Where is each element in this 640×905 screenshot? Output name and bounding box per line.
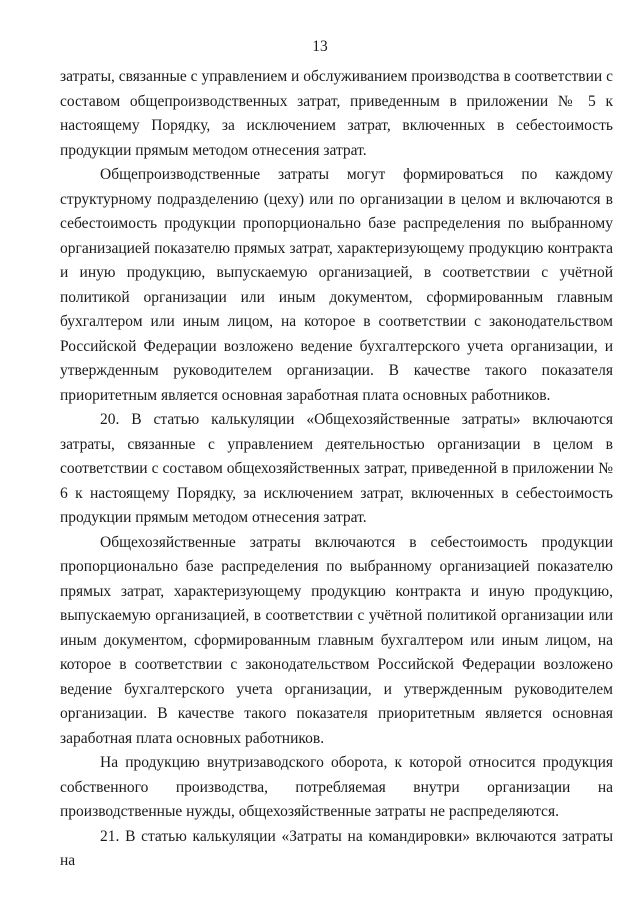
paragraph-internal-turnover: На продукцию внутризаводского оборота, к которой относится продукция собственного производства, потребляемая внутри организации на производственные нужды, общехозяйственные затраты не распределяются. bbox=[60, 754, 613, 820]
paragraph-item-20: 20. В статью калькуляции «Общехозяйственные затраты» включаются затраты, связанные с управлением деятельностью организации в целом в соответствии с составом общехозяйственных затрат, приведенной в приложении № 6 к настоящему Порядку, за исключением затрат, включенных в себестоимость продукции прямым методом отнесения затрат. bbox=[60, 411, 613, 526]
document-body bbox=[60, 65, 613, 874]
paragraph-overhead-production: Общепроизводственные затраты могут формироваться по каждому структурному подразделению (цеху) или по организации в целом и включаются в себестоимость продукции пропорционально базе распределения по выбранному организацией показателю прямых затрат, характеризующему продукцию контракта и иную продукцию, выпускаемую организацией, в соответствии с учётной политикой организации или иным документом, сформированным главным бухгалтером или иным лицом, на которое в соответствии с законодательством Российской Федерации возложено ведение бухгалтерского учета организации, и утвержденным руководителем организации. В качестве такого показателя приоритетным является основная заработная плата основных работников. bbox=[60, 166, 613, 404]
paragraph-general-overhead: Общехозяйственные затраты включаются в себестоимость продукции пропорционально базе распределения по выбранному организацией показателю прямых затрат, характеризующему продукцию контракта и иную продукцию, выпускаемую организацией, в соответствии с учётной политикой организации или иным документом, сформированным главным бухгалтером или иным лицом, на которое в соответствии с законодательством Российской Федерации возложено ведение бухгалтерского учета организации, и утвержденным руководителем организации. В качестве такого показателя приоритетным является основная заработная плата основных работников. bbox=[60, 533, 613, 747]
paragraph-item-21: 21. В статью калькуляции «Затраты на командировки» включаются затраты на bbox=[60, 827, 613, 869]
paragraph-continuation: затраты, связанные с управлением и обслуживанием производства в соответствии с составом общепроизводственных затрат, приведенным в приложении № 5 к настоящему Порядку, за исключением затрат, включенных в себестоимость продукции прямым методом отнесения затрат. bbox=[60, 68, 613, 159]
page-number: 13 bbox=[312, 38, 328, 55]
